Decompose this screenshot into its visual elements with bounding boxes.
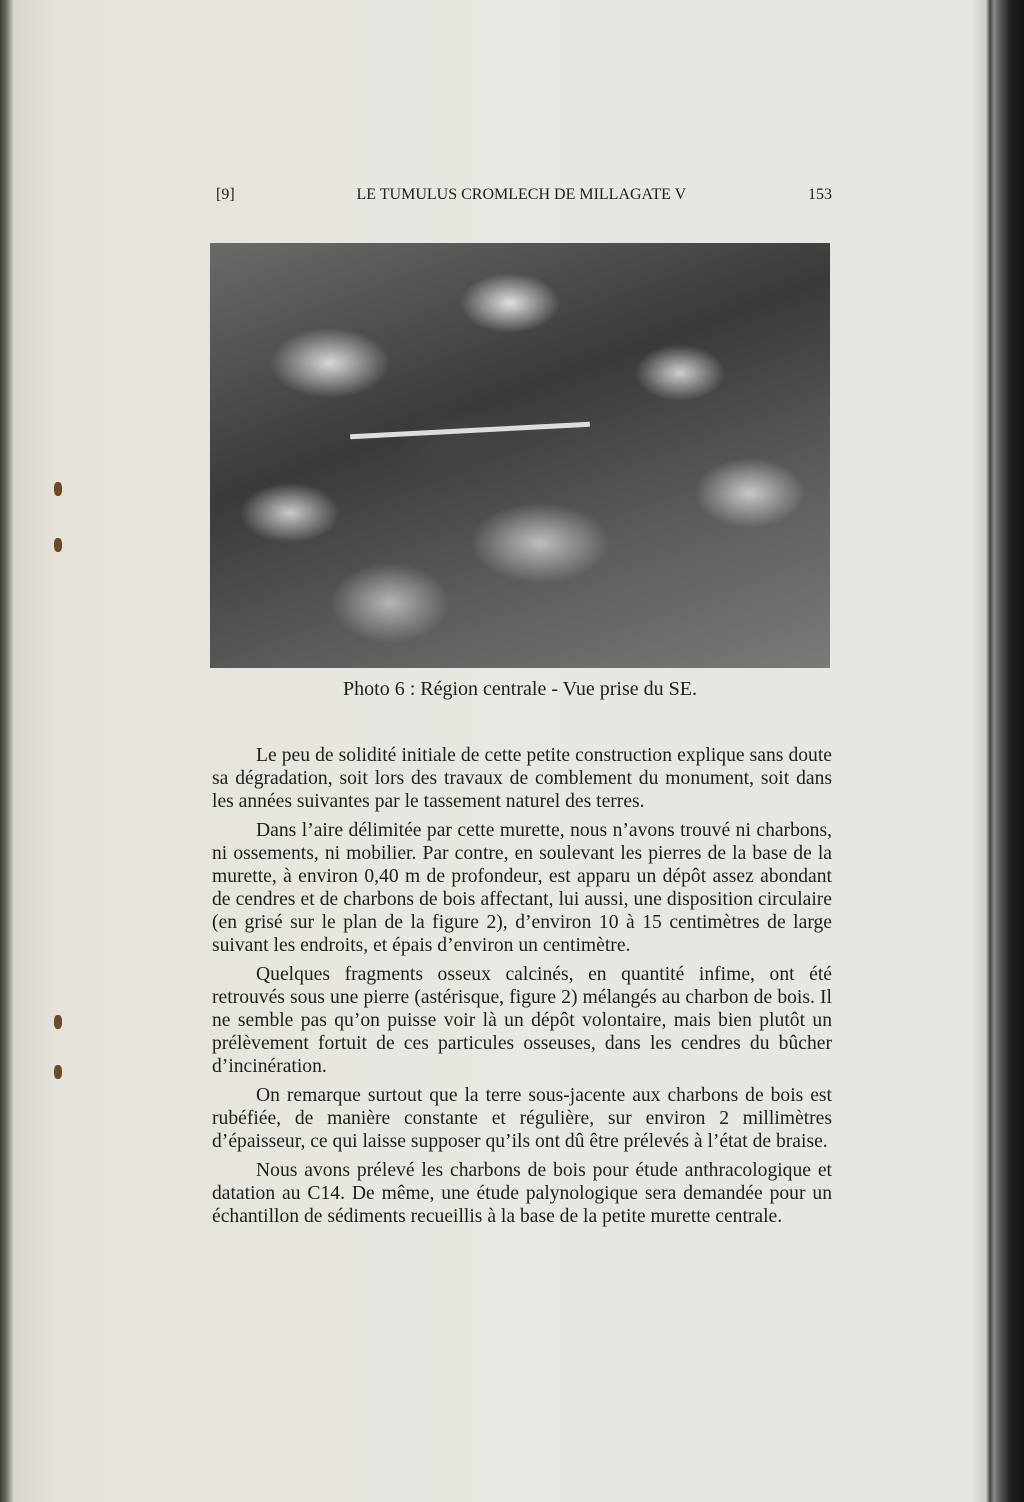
body-text: [212, 744, 832, 1234]
paragraph: On remarque surtout que la terre sous-jacente aux charbons de bois est rubéfiée, de manière constante et régulière, sur environ 2 millimètres d’épaisseur, ce qui laisse supposer qu’ils ont dû être prélevés à l’état de braise.: [212, 1085, 832, 1152]
binding-stain: [54, 1065, 62, 1079]
binding-stain: [54, 1015, 62, 1029]
binding-stain: [54, 538, 62, 552]
running-title: LE TUMULUS CROMLECH DE MILLAGATE V: [356, 186, 687, 203]
photo-caption: Photo 6 : Région centrale - Vue prise du SE.: [343, 678, 697, 700]
paragraph: Quelques fragments osseux calcinés, en quantité infime, ont été retrouvés sous une pierre (astérisque, figure 2) mélangés au charbon de bois. Il ne semble pas qu’on puisse voir là un dépôt volontaire, mais bien plutôt un prélèvement fortuit de ces particules osseuses, dans les cendres du bûcher d’incinération.: [212, 964, 832, 1077]
page-number: 153: [808, 186, 832, 203]
paragraph: Nous avons prélevé les charbons de bois pour étude anthracologique et datation au C14. De même, une étude palynologique sera demandée pour un échantillon de sédiments recueillis à la base de la petite murette centrale.: [212, 1160, 832, 1227]
paragraph: Dans l’aire délimitée par cette murette, nous n’avons trouvé ni charbons, ni ossements, ni mobilier. Par contre, en soulevant les pierres de la base de la murette, à environ 0,40 m de profondeur, est apparu un dépôt assez abondant de cendres et de charbons de bois affectant, lui aussi, une disposition circulaire (en grisé sur le plan de la figure 2), d’environ 10 à 15 centimètres de large suivant les endroits, et épais d’environ un centimètre.: [212, 820, 832, 956]
section-number: [9]: [216, 186, 235, 203]
binding-stain: [54, 482, 62, 496]
running-header: [216, 186, 832, 204]
paragraph: Le peu de solidité initiale de cette petite construction explique sans doute sa dégradation, soit lors des travaux de comblement du monument, soit dans les années suivantes par le tassement naturel des terres.: [212, 745, 832, 812]
measuring-rod: [350, 422, 590, 440]
photo-stone-circle: [210, 243, 830, 668]
